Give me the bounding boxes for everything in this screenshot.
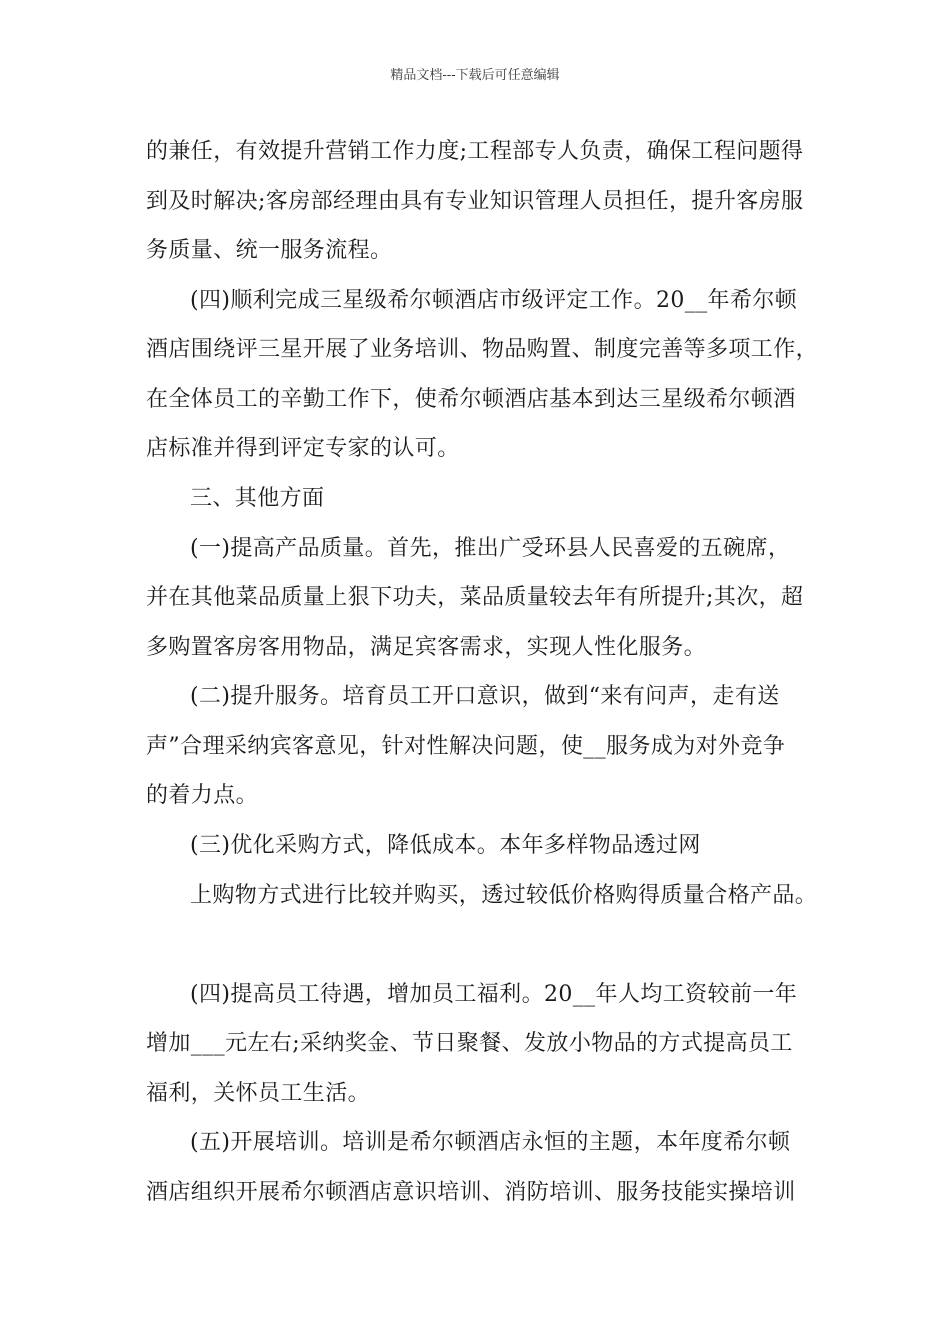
- paragraph-4-start: (四)提高员工待遇，增加员工福利。20__年人均工资较前一年: [190, 982, 798, 1007]
- page-header: 精品文档---下载后可任意编辑: [390, 68, 560, 83]
- text-line: 多购置客房客用物品，满足宾客需求，实现人性化服务。: [146, 635, 707, 660]
- text-line: 务质量、统一服务流程。: [146, 238, 393, 263]
- text-line: 的着力点。: [146, 783, 259, 808]
- paragraph-3-start: (三)优化采购方式，降低成本。本年多样物品透过网: [190, 833, 701, 858]
- text-line: 店标准并得到评定专家的认可。: [146, 436, 460, 461]
- text-line: 酒店组织开展希尔顿酒店意识培训、消防培训、服务技能实操培训: [146, 1180, 796, 1205]
- text-line: 声”合理采纳宾客意见，针对性解决问题，使__服务成为对外竞争: [146, 734, 786, 759]
- text-line: 福利，关怀员工生活。: [146, 1081, 371, 1106]
- text-line: 并在其他菜品质量上狠下功夫，菜品质量较去年有所提升;其次，超: [146, 585, 804, 610]
- text-line: 的兼任，有效提升营销工作力度;工程部专人负责，确保工程问题得: [146, 139, 804, 164]
- section-title-other: 三、其他方面: [190, 486, 325, 511]
- text-line: 酒店围绕评三星开展了业务培训、物品购置、制度完善等多项工作，: [146, 337, 819, 362]
- section-heading-4: (四)顺利完成三星级希尔顿酒店市级评定工作。20__年希尔顿: [190, 288, 798, 313]
- text-line: 上购物方式进行比较并购买，透过较低价格购得质量合格产品。: [190, 883, 818, 908]
- text-line: 到及时解决;客房部经理由具有专业知识管理人员担任，提升客房服: [146, 189, 804, 214]
- paragraph-2-start: (二)提升服务。培育员工开口意识，做到“来有问声，走有送: [190, 684, 780, 709]
- text-line: 增加___元左右;采纳奖金、节日聚餐、发放小物品的方式提高员工: [146, 1031, 793, 1056]
- text-line: 在全体员工的辛勤工作下，使希尔顿酒店基本到达三星级希尔顿酒: [146, 387, 796, 412]
- paragraph-5-start: (五)开展培训。培训是希尔顿酒店永恒的主题，本年度希尔顿: [190, 1130, 791, 1155]
- paragraph-1-start: (一)提高产品质量。首先，推出广受环县人民喜爱的五碗席，: [190, 536, 791, 561]
